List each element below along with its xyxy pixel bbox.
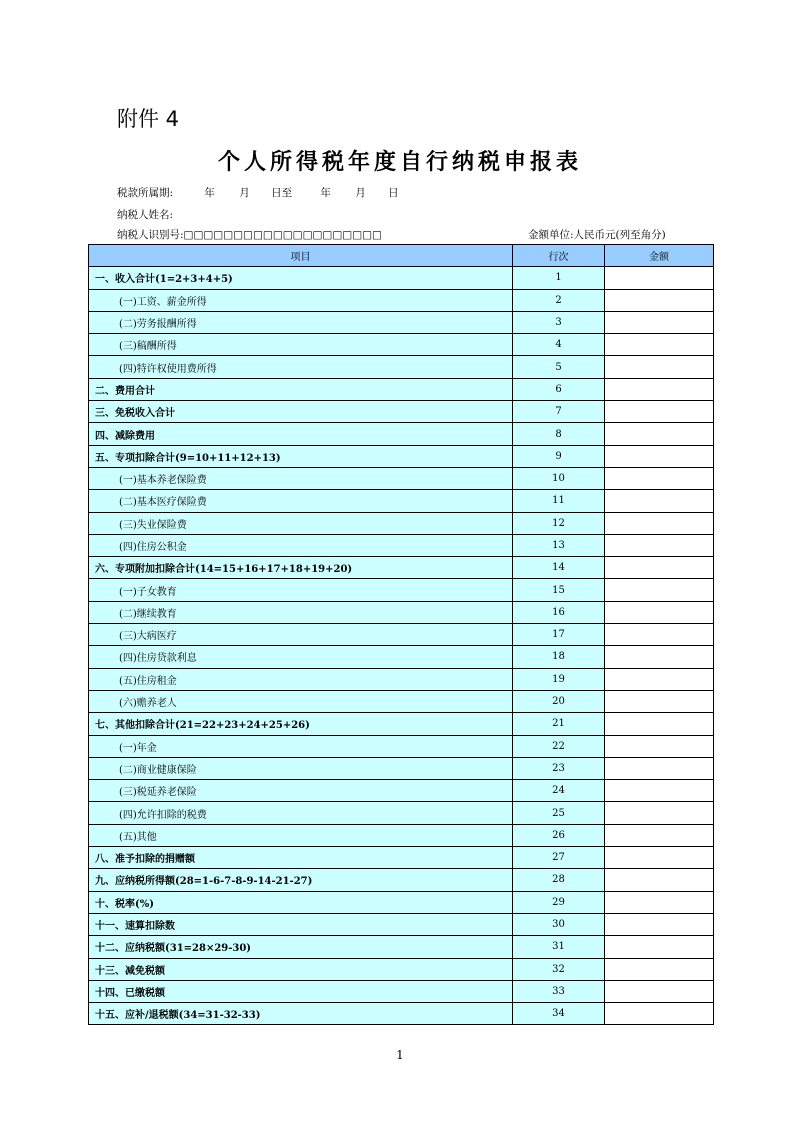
- table-row: [89, 601, 714, 623]
- row-line-number: 6: [513, 378, 605, 400]
- row-item-label: (一)子女教育: [89, 579, 513, 601]
- table-row: [89, 980, 714, 1002]
- row-line-number: 33: [513, 980, 605, 1002]
- row-line-number: 5: [513, 356, 605, 378]
- header-item: 项目: [89, 245, 513, 267]
- row-line-number: 28: [513, 869, 605, 891]
- row-amount-field[interactable]: [605, 356, 714, 378]
- table-row: [89, 423, 714, 445]
- row-line-number: 17: [513, 624, 605, 646]
- table-header-row: [89, 245, 714, 267]
- table-row: [89, 624, 714, 646]
- table-row: [89, 646, 714, 668]
- row-amount-field[interactable]: [605, 824, 714, 846]
- row-item-label: (三)税延养老保险: [89, 780, 513, 802]
- row-item-label: (一)年金: [89, 735, 513, 757]
- row-line-number: 34: [513, 1003, 605, 1025]
- form-title: 个人所得税年度自行纳税申报表: [217, 149, 582, 175]
- table-row: [89, 847, 714, 869]
- period-year-1: 年: [204, 187, 215, 199]
- table-row: [89, 780, 714, 802]
- row-item-label: (二)劳务报酬所得: [89, 311, 513, 333]
- row-item-label: (四)住房贷款利息: [89, 646, 513, 668]
- row-line-number: 26: [513, 824, 605, 846]
- row-item-label: 三、免税收入合计: [89, 401, 513, 423]
- row-item-label: (六)赡养老人: [89, 690, 513, 712]
- row-line-number: 13: [513, 534, 605, 556]
- period-day-2: 日: [388, 187, 399, 199]
- tax-period-label: 税款所属期:: [117, 187, 174, 199]
- table-row: [89, 690, 714, 712]
- table-row: [89, 735, 714, 757]
- page-number: 1: [396, 1048, 404, 1062]
- table-row: [89, 490, 714, 512]
- table-row: [89, 557, 714, 579]
- row-amount-field[interactable]: [605, 534, 714, 556]
- row-item-label: (二)基本医疗保险费: [89, 490, 513, 512]
- tax-return-table: [88, 244, 714, 1025]
- row-amount-field[interactable]: [605, 512, 714, 534]
- table-row: [89, 958, 714, 980]
- row-amount-field[interactable]: [605, 891, 714, 913]
- row-item-label: (五)住房租金: [89, 668, 513, 690]
- row-line-number: 9: [513, 445, 605, 467]
- row-item-label: (二)继续教育: [89, 601, 513, 623]
- row-item-label: 十三、减免税额: [89, 958, 513, 980]
- row-amount-field[interactable]: [605, 334, 714, 356]
- row-amount-field[interactable]: [605, 847, 714, 869]
- table-row: [89, 311, 714, 333]
- row-item-label: (一)工资、薪金所得: [89, 289, 513, 311]
- row-item-label: 五、专项扣除合计(9=10+11+12+13): [89, 445, 513, 467]
- row-amount-field[interactable]: [605, 713, 714, 735]
- period-year-2: 年: [320, 187, 331, 199]
- row-amount-field[interactable]: [605, 913, 714, 935]
- row-amount-field[interactable]: [605, 624, 714, 646]
- table-row: [89, 579, 714, 601]
- row-amount-field[interactable]: [605, 467, 714, 489]
- table-row: [89, 356, 714, 378]
- row-line-number: 18: [513, 646, 605, 668]
- attachment-label: 附件 4: [117, 107, 180, 131]
- row-line-number: 21: [513, 713, 605, 735]
- row-item-label: 九、应纳税所得额(28=1-6-7-8-9-14-21-27): [89, 869, 513, 891]
- row-amount-field[interactable]: [605, 802, 714, 824]
- row-line-number: 30: [513, 913, 605, 935]
- row-amount-field[interactable]: [605, 1003, 714, 1025]
- row-line-number: 4: [513, 334, 605, 356]
- table-row: [89, 534, 714, 556]
- row-amount-field[interactable]: [605, 401, 714, 423]
- period-day-to: 日至: [271, 187, 293, 199]
- row-amount-field[interactable]: [605, 757, 714, 779]
- row-amount-field[interactable]: [605, 311, 714, 333]
- period-month-1: 月: [239, 187, 250, 199]
- row-line-number: 22: [513, 735, 605, 757]
- row-line-number: 3: [513, 311, 605, 333]
- taxpayer-id-label: 纳税人识别号:□□□□□□□□□□□□□□□□□□□□: [117, 229, 382, 241]
- row-item-label: (三)稿酬所得: [89, 334, 513, 356]
- table-row: [89, 713, 714, 735]
- row-line-number: 7: [513, 401, 605, 423]
- row-line-number: 8: [513, 423, 605, 445]
- row-item-label: 十五、应补/退税额(34=31-32-33): [89, 1003, 513, 1025]
- table-row: [89, 467, 714, 489]
- table-row: [89, 802, 714, 824]
- amount-unit-label: 金额单位:人民币元(列至角分): [528, 229, 666, 241]
- row-amount-field[interactable]: [605, 378, 714, 400]
- row-line-number: 1: [513, 267, 605, 289]
- row-item-label: 八、准予扣除的捐赠额: [89, 847, 513, 869]
- row-item-label: (二)商业健康保险: [89, 757, 513, 779]
- row-amount-field[interactable]: [605, 267, 714, 289]
- row-item-label: 二、费用合计: [89, 378, 513, 400]
- row-line-number: 29: [513, 891, 605, 913]
- header-amount: 金额: [605, 245, 714, 267]
- row-line-number: 31: [513, 936, 605, 958]
- table-row: [89, 869, 714, 891]
- row-item-label: 一、收入合计(1=2+3+4+5): [89, 267, 513, 289]
- row-item-label: (一)基本养老保险费: [89, 467, 513, 489]
- row-amount-field[interactable]: [605, 958, 714, 980]
- row-line-number: 14: [513, 557, 605, 579]
- row-amount-field[interactable]: [605, 780, 714, 802]
- row-line-number: 15: [513, 579, 605, 601]
- row-amount-field[interactable]: [605, 423, 714, 445]
- row-amount-field[interactable]: [605, 445, 714, 467]
- row-item-label: (三)失业保险费: [89, 512, 513, 534]
- table-row: [89, 267, 714, 289]
- row-line-number: 10: [513, 467, 605, 489]
- row-item-label: 四、减除费用: [89, 423, 513, 445]
- table-row: [89, 289, 714, 311]
- table-row: [89, 668, 714, 690]
- table-row: [89, 401, 714, 423]
- row-amount-field[interactable]: [605, 936, 714, 958]
- row-item-label: (四)允许扣除的税费: [89, 802, 513, 824]
- row-item-label: 十一、速算扣除数: [89, 913, 513, 935]
- row-line-number: 24: [513, 780, 605, 802]
- row-amount-field[interactable]: [605, 579, 714, 601]
- table-row: [89, 757, 714, 779]
- row-amount-field[interactable]: [605, 646, 714, 668]
- row-line-number: 16: [513, 601, 605, 623]
- row-line-number: 11: [513, 490, 605, 512]
- row-line-number: 32: [513, 958, 605, 980]
- row-item-label: (三)大病医疗: [89, 624, 513, 646]
- row-line-number: 12: [513, 512, 605, 534]
- taxpayer-name-label: 纳税人姓名:: [117, 209, 174, 221]
- row-line-number: 20: [513, 690, 605, 712]
- row-line-number: 25: [513, 802, 605, 824]
- table-row: [89, 936, 714, 958]
- row-line-number: 27: [513, 847, 605, 869]
- table-row: [89, 824, 714, 846]
- row-amount-field[interactable]: [605, 690, 714, 712]
- row-item-label: (四)特许权使用费所得: [89, 356, 513, 378]
- row-item-label: 七、其他扣除合计(21=22+23+24+25+26): [89, 713, 513, 735]
- header-line-no: 行次: [513, 245, 605, 267]
- table-row: [89, 913, 714, 935]
- row-amount-field[interactable]: [605, 557, 714, 579]
- row-amount-field[interactable]: [605, 668, 714, 690]
- row-item-label: 十二、应纳税额(31=28×29-30): [89, 936, 513, 958]
- period-month-2: 月: [355, 187, 366, 199]
- tax-period-line: [117, 185, 399, 200]
- table-row: [89, 1003, 714, 1025]
- row-item-label: (四)住房公积金: [89, 534, 513, 556]
- row-amount-field[interactable]: [605, 289, 714, 311]
- row-line-number: 23: [513, 757, 605, 779]
- row-item-label: 十、税率(%): [89, 891, 513, 913]
- row-amount-field[interactable]: [605, 735, 714, 757]
- row-amount-field[interactable]: [605, 869, 714, 891]
- row-amount-field[interactable]: [605, 980, 714, 1002]
- table-row: [89, 512, 714, 534]
- table-row: [89, 378, 714, 400]
- row-item-label: 十四、已缴税额: [89, 980, 513, 1002]
- table-row: [89, 334, 714, 356]
- row-item-label: 六、专项附加扣除合计(14=15+16+17+18+19+20): [89, 557, 513, 579]
- row-line-number: 2: [513, 289, 605, 311]
- table-row: [89, 891, 714, 913]
- row-line-number: 19: [513, 668, 605, 690]
- row-amount-field[interactable]: [605, 490, 714, 512]
- row-amount-field[interactable]: [605, 601, 714, 623]
- table-row: [89, 445, 714, 467]
- row-item-label: (五)其他: [89, 824, 513, 846]
